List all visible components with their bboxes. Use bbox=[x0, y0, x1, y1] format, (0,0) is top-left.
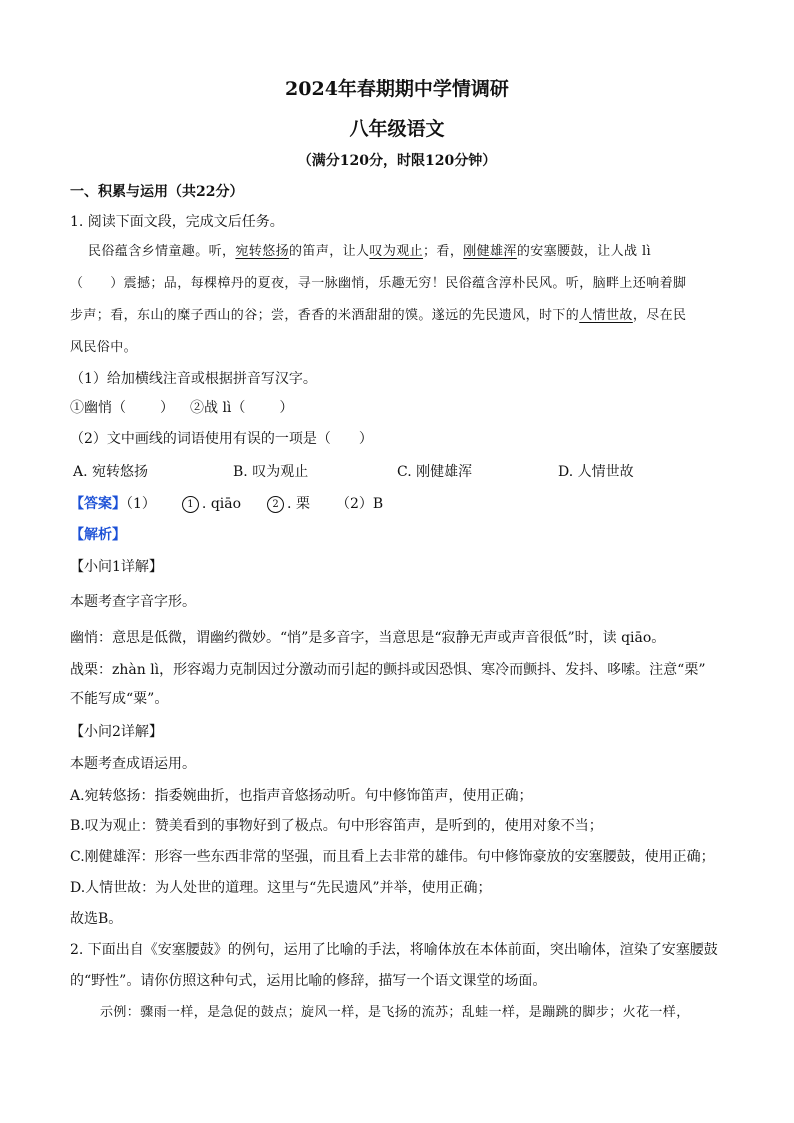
detail-2-option-a: A.宛转悠扬：指委婉曲折，也指声音悠扬动听。句中修饰笛声，使用正确； bbox=[70, 788, 533, 804]
sub-question-2: （2）文中画线的词语使用有误的一项是（ ） bbox=[70, 431, 373, 447]
detail-1-heading: 【小问1详解】 bbox=[70, 559, 163, 575]
passage-text: 震撼；品，每棵樟丹的夏夜，寻一脉幽悄，乐趣无穷！民俗蕴含淳朴民风。听，脑畔上还响着脚 bbox=[123, 276, 687, 291]
exam-note: （满分120分，时限120分钟） bbox=[297, 153, 497, 169]
detail-1-intro: 本题考查字音字形。 bbox=[70, 594, 196, 610]
passage-line-2 bbox=[70, 274, 724, 294]
options-row bbox=[70, 462, 724, 482]
item-b: ②战 lì（ bbox=[190, 400, 246, 416]
passage-text: 的笛声，让人 bbox=[289, 244, 370, 259]
detail-1-text: 幽悄：意思是低微，谓幽约微妙。“悄”是多音字，当意思是“寂静无声或声音很低”时，读 qiāo。 bbox=[70, 630, 666, 646]
analysis-tag: 【解析】 bbox=[70, 527, 126, 543]
circled-number: 1 bbox=[182, 496, 199, 513]
question-2-example: 示例：骤雨一样，是急促的鼓点；旋风一样，是飞扬的流苏；乱蛙一样，是蹦跳的脚步；火花一样， bbox=[100, 1005, 690, 1020]
question-2-line-2: 的“野性”。请你仿照这种句式，运用比喻的修辞，描写一个语文课堂的场面。 bbox=[70, 973, 547, 989]
answer-1: . qiāo bbox=[201, 496, 242, 512]
pinyin-prompt: 战 lì bbox=[624, 244, 652, 259]
question-2-line-1: 2. 下面出自《安塞腰鼓》的例句，运用了比喻的手法，将喻体放在本体前面，突出喻体，渲染了安塞腰鼓 bbox=[70, 942, 718, 958]
sub-question-1-items bbox=[70, 398, 724, 418]
detail-2-option-b: B.叹为观止：赞美看到的事物好到了极点。句中形容笛声，是听到的，使用对象不当； bbox=[70, 818, 603, 834]
underlined-phrase: 人情世故 bbox=[579, 308, 633, 323]
passage-line-4: 风民俗中。 bbox=[70, 340, 138, 355]
detail-2-intro: 本题考查成语运用。 bbox=[70, 756, 196, 772]
passage-text: ；看， bbox=[423, 244, 464, 259]
option-d: D. 人情世故 bbox=[558, 464, 634, 480]
sub-question-1: （1）给加横线注音或根据拼音写汉字。 bbox=[70, 371, 317, 387]
circled-number: 2 bbox=[267, 496, 284, 513]
document-title: 2024年春期期中学情调研 bbox=[285, 78, 509, 100]
underlined-phrase: 刚健雄浑 bbox=[463, 244, 517, 259]
answer-part-1: （1） bbox=[126, 496, 156, 512]
answer-tag: 【答案】 bbox=[70, 496, 126, 512]
passage-line-1 bbox=[88, 242, 724, 262]
underlined-phrase: 叹为观止 bbox=[369, 244, 424, 259]
detail-2-conclusion: 故选B。 bbox=[70, 911, 123, 927]
detail-2-option-c: C.刚健雄浑：形容一些东西非常的坚强，而且看上去非常的雄伟。句中修饰豪放的安塞腰鼓，使用正确； bbox=[70, 849, 715, 865]
answer-2: . 栗 bbox=[287, 496, 310, 512]
passage-text: ，尽在民 bbox=[632, 308, 687, 323]
option-b: B. 叹为观止 bbox=[233, 464, 309, 480]
answer-row bbox=[70, 494, 724, 514]
passage-text: 民俗蕴含乡情童趣。听， bbox=[88, 244, 236, 259]
detail-1-text: 战栗：zhàn lì，形容竭力克制因过分激动而引起的颤抖或因恐惧、寒冷而颤抖、发抖、哆嗦。注意“栗” bbox=[70, 662, 706, 678]
question-1-stem: 1. 阅读下面文段，完成文后任务。 bbox=[70, 214, 284, 230]
option-c: C. 刚健雄浑 bbox=[397, 464, 473, 480]
bracket: ） bbox=[160, 400, 174, 416]
bracket: ） bbox=[279, 400, 294, 416]
passage-text: 的安塞腰鼓，让人 bbox=[516, 244, 625, 259]
section-heading: 一、积累与运用（共22分） bbox=[70, 184, 244, 200]
document-subtitle: 八年级语文 bbox=[349, 118, 445, 140]
underlined-phrase: 宛转悠扬 bbox=[235, 244, 290, 259]
item-a: ①幽悄（ bbox=[70, 400, 126, 416]
detail-2-option-d: D.人情世故：为人处世的道理。这里与“先民遗风”并举，使用正确； bbox=[70, 880, 492, 896]
passage-text: 步声；看，东山的糜子西山的谷；尝，香香的米酒甜甜的馍。遂远的先民遗风，时下的 bbox=[70, 308, 580, 323]
detail-2-heading: 【小问2详解】 bbox=[70, 724, 163, 740]
passage-line-3 bbox=[70, 306, 724, 326]
answer-part-2: （2）B bbox=[335, 496, 384, 512]
option-a: A. 宛转悠扬 bbox=[73, 464, 149, 480]
answer-blank: （ ） bbox=[70, 276, 124, 291]
detail-1-text: 不能写成“粟”。 bbox=[70, 691, 169, 707]
